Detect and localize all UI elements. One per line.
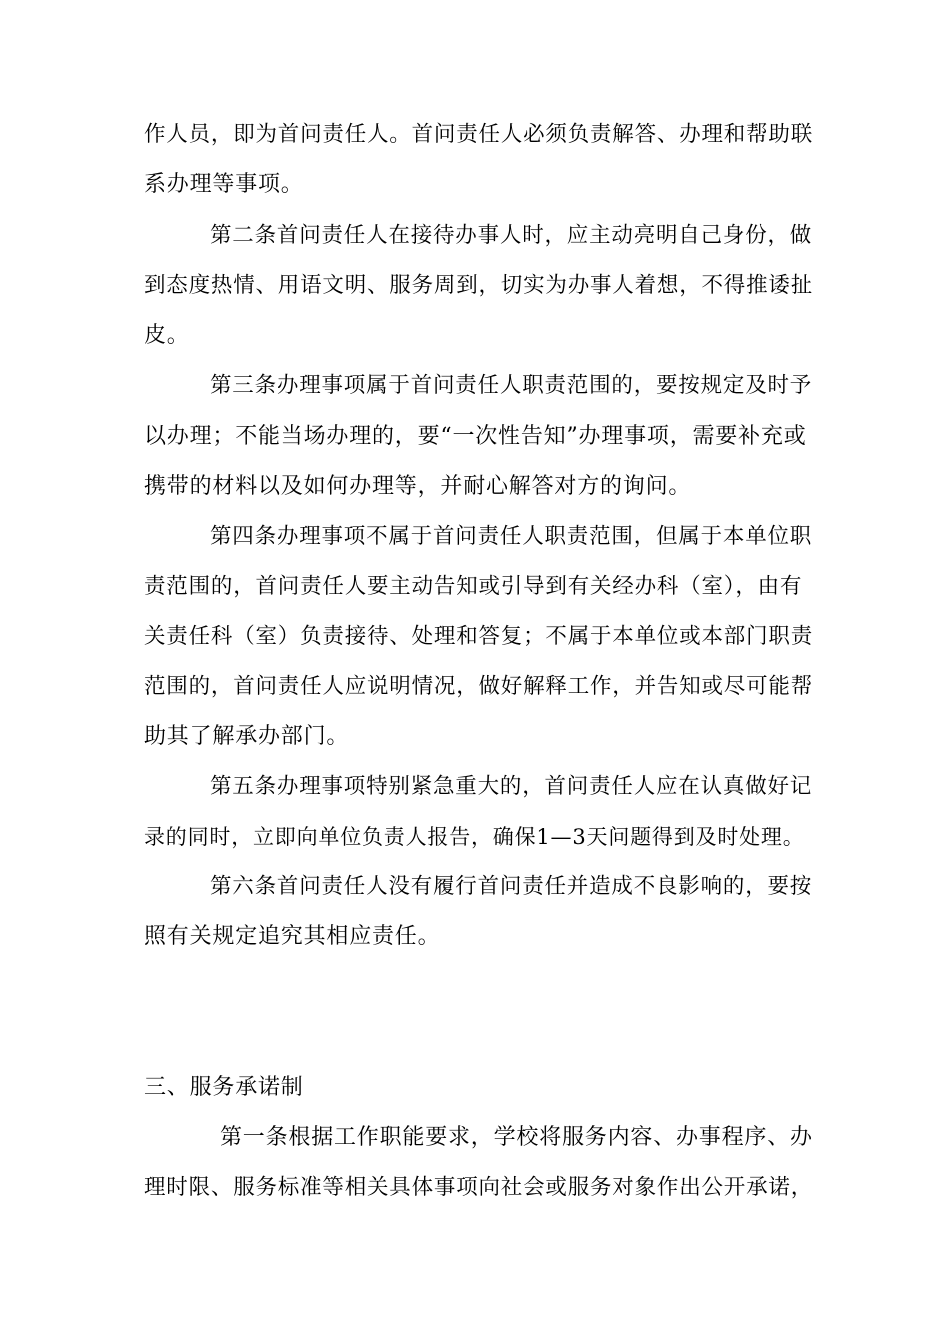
article-4-line-3: 关责任科（室）负责接待、处理和答复；不属于本单位或本部门职责 [144,624,814,649]
article-3-line-2: 以办理；不能当场办理的，要“一次性告知”办理事项，需要补充或 [144,424,807,449]
section-3-article-1-line-2: 理时限、服务标准等相关具体事项向社会或服务对象作出公开承诺， [144,1175,814,1200]
article-5-line-1: 第五条办理事项特别紧急重大的，首问责任人应在认真做好记 [210,774,813,799]
article-4-line-2: 责范围的，首问责任人要主动告知或引导到有关经办科（室），由有 [144,574,803,599]
article-4-line-5: 助其了解承办部门。 [144,724,350,749]
article-5-line-2: 录的同时，立即向单位负责人报告，确保1—3天问题得到及时处理。 [144,825,805,849]
article-3-line-1: 第三条办理事项属于首问责任人职责范围的，要按规定及时予 [210,373,813,398]
paragraph-line-2: 系办理等事项。 [144,172,304,197]
article-2-line-1: 第二条首问责任人在接待办事人时，应主动亮明自己身份，做 [210,223,813,248]
article-6-line-2: 照有关规定追究其相应责任。 [144,924,441,949]
article-6-line-1: 第六条首问责任人没有履行首问责任并造成不良影响的，要按 [210,874,813,899]
article-2-line-3: 皮。 [144,323,190,348]
section-heading: 三、服务承诺制 [144,1075,304,1100]
article-3-line-3: 携带的材料以及如何办理等，并耐心解答对方的询问。 [144,474,692,499]
article-2-line-2: 到态度热情、用语文明、服务周到，切实为办事人着想，不得推诿扯 [144,273,814,298]
paragraph-line-1: 作人员，即为首问责任人。首问责任人必须负责解答、办理和帮助联 [144,122,814,147]
article-4-line-4: 范围的，首问责任人应说明情况，做好解释工作，并告知或尽可能帮 [144,674,814,699]
article-4-line-1: 第四条办理事项不属于首问责任人职责范围，但属于本单位职 [210,524,813,549]
section-3-article-1-line-1: 第一条根据工作职能要求，学校将服务内容、办事程序、办 [220,1125,813,1150]
